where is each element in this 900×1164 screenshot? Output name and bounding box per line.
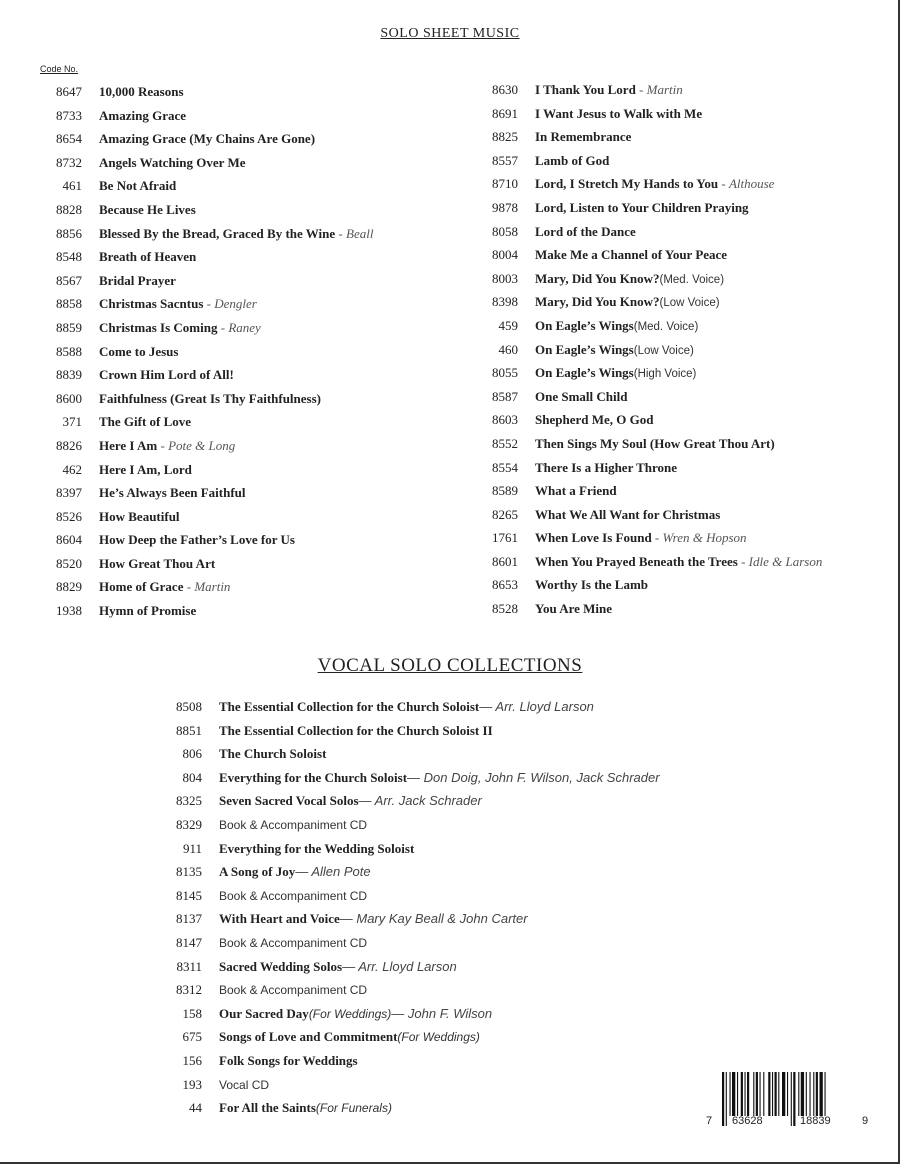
collection-title: Folk Songs for Weddings bbox=[219, 1052, 358, 1068]
code-number: 8520 bbox=[56, 555, 82, 571]
code-number: 8858 bbox=[56, 296, 82, 312]
arranger-name: Pote & Long bbox=[168, 437, 236, 453]
collection-title: The Essential Collection for the Church Soloist bbox=[219, 699, 480, 714]
code-number: 8600 bbox=[56, 390, 82, 406]
barcode-bar bbox=[737, 1072, 738, 1116]
list-item bbox=[466, 196, 886, 220]
code-number: 675 bbox=[182, 1029, 202, 1045]
list-item bbox=[466, 550, 886, 574]
collection-credit: — Arr. Lloyd Larson bbox=[342, 958, 457, 974]
song-title: Lord, I Stretch My Hands to You bbox=[535, 176, 719, 192]
list-item bbox=[466, 456, 886, 480]
code-number: 8508 bbox=[176, 699, 202, 714]
song-title: Hymn of Promise bbox=[99, 603, 197, 619]
song-title: Shepherd Me, O God bbox=[535, 412, 654, 428]
solo-list-right bbox=[466, 78, 886, 621]
song-title: Mary, Did You Know? bbox=[535, 270, 660, 286]
code-number: 8554 bbox=[492, 459, 518, 475]
list-item bbox=[466, 361, 886, 385]
list-item bbox=[30, 80, 450, 104]
list-item bbox=[466, 267, 886, 291]
arranger-separator: - bbox=[183, 579, 195, 595]
song-title: Amazing Grace (My Chains Are Gone) bbox=[99, 131, 316, 147]
barcode-bar bbox=[745, 1072, 746, 1116]
arranger-name: Idle & Larson bbox=[748, 553, 823, 569]
song-title: He’s Always Been Faithful bbox=[99, 485, 246, 501]
list-item bbox=[30, 151, 450, 175]
song-title: In Remembrance bbox=[535, 129, 632, 145]
list-item bbox=[30, 387, 450, 411]
code-number: 8630 bbox=[492, 82, 518, 97]
code-number: 8851 bbox=[176, 722, 202, 738]
arranger-separator: - bbox=[635, 82, 647, 97]
barcode-bar bbox=[816, 1072, 818, 1116]
barcode-bar bbox=[787, 1072, 788, 1116]
collection-credit: — Allen Pote bbox=[295, 864, 371, 880]
code-number: 8589 bbox=[492, 483, 518, 499]
song-title: Because He Lives bbox=[99, 201, 196, 217]
code-number: 8311 bbox=[176, 958, 202, 974]
arranger-name: Dengler bbox=[214, 296, 257, 312]
collection-item bbox=[150, 907, 850, 931]
collection-credit: — Arr. Lloyd Larson bbox=[479, 699, 594, 714]
barcode-bar bbox=[798, 1072, 799, 1116]
song-title: Angels Watching Over Me bbox=[99, 154, 246, 170]
list-item bbox=[466, 338, 886, 362]
occasion-note: (For Weddings) bbox=[308, 1006, 392, 1021]
list-item bbox=[466, 432, 886, 456]
song-title: Bridal Prayer bbox=[99, 272, 176, 288]
song-title: On Eagle’s Wings bbox=[535, 317, 634, 333]
song-title: Christmas Sacntus bbox=[99, 296, 204, 312]
collection-title: The Essential Collection for the Church Soloist II bbox=[219, 722, 493, 738]
code-number: 8567 bbox=[56, 272, 82, 288]
song-title: Amazing Grace bbox=[99, 107, 187, 123]
code-number: 911 bbox=[182, 840, 202, 856]
barcode-group-a: 63628 bbox=[732, 1115, 763, 1127]
barcode-bar bbox=[760, 1072, 761, 1116]
collection-title: Everything for the Wedding Soloist bbox=[219, 840, 415, 856]
list-item bbox=[466, 243, 886, 267]
list-item bbox=[30, 269, 450, 293]
song-title: How Great Thou Art bbox=[99, 555, 216, 571]
song-title: Here I Am, Lord bbox=[99, 461, 192, 477]
code-number: 8733 bbox=[56, 107, 82, 123]
barcode-bar bbox=[810, 1072, 811, 1116]
product-format: Book & Accompaniment CD bbox=[219, 983, 368, 998]
voice-note: (Med. Voice) bbox=[633, 320, 699, 333]
list-item bbox=[466, 172, 886, 196]
song-title: Home of Grace bbox=[99, 579, 184, 595]
barcode-bar bbox=[772, 1072, 773, 1116]
collection-title: With Heart and Voice bbox=[219, 911, 340, 927]
list-item bbox=[30, 481, 450, 505]
code-number: 804 bbox=[182, 769, 202, 785]
barcode-bar bbox=[825, 1072, 826, 1116]
code-number: 8856 bbox=[56, 225, 82, 241]
collection-item bbox=[150, 1002, 850, 1026]
code-number: 8058 bbox=[492, 223, 518, 239]
solo-sheet-music-heading: SOLO SHEET MUSIC bbox=[380, 26, 520, 41]
list-item bbox=[30, 198, 450, 222]
barcode-bar bbox=[763, 1072, 764, 1116]
list-item bbox=[30, 528, 450, 552]
barcode-bar bbox=[813, 1072, 814, 1116]
code-number: 193 bbox=[182, 1076, 202, 1092]
code-number: 8137 bbox=[176, 911, 202, 927]
code-number: 8828 bbox=[56, 201, 82, 217]
collection-item bbox=[150, 1025, 850, 1049]
code-number: 156 bbox=[182, 1052, 202, 1068]
solo-list-left bbox=[30, 80, 450, 623]
barcode-bar bbox=[768, 1072, 770, 1116]
song-title: Crown Him Lord of All! bbox=[99, 367, 234, 383]
barcode-bar bbox=[730, 1072, 731, 1116]
code-number: 8004 bbox=[492, 247, 518, 263]
collection-title: Our Sacred Day bbox=[219, 1005, 309, 1021]
list-item bbox=[30, 127, 450, 151]
barcode-digit-right: 9 bbox=[862, 1115, 869, 1127]
arranger-name: Beall bbox=[346, 225, 374, 241]
list-item bbox=[30, 316, 450, 340]
arranger-name: Martin bbox=[646, 82, 683, 97]
arranger-separator: - bbox=[203, 296, 215, 312]
barcode-bar bbox=[722, 1072, 724, 1126]
vocal-collections-list bbox=[150, 695, 850, 1120]
song-title: What We All Want for Christmas bbox=[535, 506, 721, 522]
arranger-name: Raney bbox=[228, 319, 261, 335]
list-item bbox=[466, 220, 886, 244]
arranger-name: Martin bbox=[194, 579, 231, 595]
collection-credit: — Arr. Jack Schrader bbox=[358, 793, 482, 809]
code-number: 8826 bbox=[56, 437, 82, 453]
barcode-bar bbox=[820, 1072, 823, 1116]
list-item bbox=[30, 104, 450, 128]
barcode-bar bbox=[782, 1072, 785, 1116]
song-title: I Thank You Lord bbox=[535, 82, 636, 97]
collection-item bbox=[150, 742, 850, 766]
song-title: Make Me a Channel of Your Peace bbox=[535, 247, 728, 263]
song-title: How Beautiful bbox=[99, 508, 180, 524]
list-item bbox=[466, 385, 886, 409]
barcode-bar bbox=[741, 1072, 743, 1116]
voice-note: (Med. Voice) bbox=[659, 273, 725, 286]
list-item bbox=[466, 479, 886, 503]
collection-title: The Church Soloist bbox=[219, 746, 327, 762]
code-number: 8710 bbox=[492, 176, 518, 192]
voice-note: (High Voice) bbox=[633, 368, 697, 381]
code-number: 1761 bbox=[492, 530, 518, 546]
barcode-bar bbox=[732, 1072, 735, 1116]
song-title: Lamb of God bbox=[535, 152, 610, 168]
collection-title: Everything for the Church Soloist bbox=[219, 769, 408, 785]
code-number: 1938 bbox=[56, 603, 82, 619]
code-number: 8829 bbox=[56, 579, 82, 595]
code-number: 8588 bbox=[56, 343, 82, 359]
song-title: Lord, Listen to Your Children Praying bbox=[535, 199, 749, 215]
occasion-note: (For Weddings) bbox=[397, 1030, 480, 1045]
product-format: Book & Accompaniment CD bbox=[219, 888, 368, 903]
song-title: Lord of the Dance bbox=[535, 223, 636, 239]
song-title: Here I Am bbox=[99, 437, 158, 453]
list-item bbox=[466, 573, 886, 597]
code-number: 8691 bbox=[492, 105, 518, 121]
code-number: 8557 bbox=[492, 152, 518, 168]
voice-note: (Low Voice) bbox=[633, 344, 694, 357]
list-item bbox=[30, 575, 450, 599]
barcode-bar bbox=[791, 1072, 792, 1126]
code-number: 806 bbox=[182, 746, 202, 762]
song-title: The Gift of Love bbox=[99, 414, 192, 430]
code-number: 459 bbox=[498, 317, 518, 333]
collection-credit: — John F. Wilson bbox=[391, 1005, 493, 1021]
song-title: 10,000 Reasons bbox=[99, 84, 184, 99]
barcode-bar bbox=[747, 1072, 749, 1116]
barcode-bar bbox=[756, 1072, 758, 1116]
list-item bbox=[466, 314, 886, 338]
code-number: 461 bbox=[62, 178, 82, 194]
barcode-bar bbox=[793, 1072, 795, 1126]
code-number: 8055 bbox=[492, 365, 518, 381]
arranger-separator: - bbox=[737, 553, 749, 569]
song-title: When Love Is Found bbox=[535, 530, 652, 546]
barcode-digit-left: 7 bbox=[706, 1115, 713, 1127]
list-item bbox=[30, 363, 450, 387]
collection-title: Songs of Love and Commitment bbox=[219, 1029, 398, 1045]
code-number: 9878 bbox=[492, 199, 518, 215]
song-title: Mary, Did You Know? bbox=[535, 294, 660, 310]
arranger-name: Wren & Hopson bbox=[662, 530, 747, 546]
collection-credit: — Don Doig, John F. Wilson, Jack Schrader bbox=[407, 769, 660, 785]
song-title: How Deep the Father’s Love for Us bbox=[99, 532, 295, 548]
collection-item bbox=[150, 884, 850, 908]
code-number: 8397 bbox=[56, 485, 82, 501]
song-title: Come to Jesus bbox=[99, 343, 179, 359]
song-title: What a Friend bbox=[535, 483, 617, 499]
code-number: 8647 bbox=[56, 84, 82, 99]
arranger-name: Althouse bbox=[728, 176, 775, 192]
list-item bbox=[30, 599, 450, 623]
collection-item bbox=[150, 1049, 850, 1073]
product-format: Book & Accompaniment CD bbox=[219, 935, 368, 950]
collection-item bbox=[150, 789, 850, 813]
list-item bbox=[466, 149, 886, 173]
code-number: 44 bbox=[189, 1100, 202, 1116]
list-item bbox=[466, 526, 886, 550]
list-item bbox=[466, 597, 886, 621]
collection-title: Sacred Wedding Solos bbox=[219, 958, 343, 974]
code-number: 8329 bbox=[176, 816, 202, 832]
list-item bbox=[30, 552, 450, 576]
code-number: 8839 bbox=[56, 367, 82, 383]
list-item bbox=[466, 408, 886, 432]
arranger-separator: - bbox=[335, 225, 347, 241]
code-number: 8654 bbox=[56, 131, 82, 147]
list-item bbox=[30, 292, 450, 316]
song-title: Christmas Is Coming bbox=[99, 319, 218, 335]
code-number: 8003 bbox=[492, 270, 518, 286]
song-title: On Eagle’s Wings bbox=[535, 365, 634, 381]
collection-item bbox=[150, 695, 850, 719]
list-item bbox=[466, 102, 886, 126]
song-title: Then Sings My Soul (How Great Thou Art) bbox=[535, 435, 775, 451]
collection-title: A Song of Joy bbox=[219, 864, 296, 880]
barcode-bar bbox=[753, 1072, 754, 1116]
code-number: 8265 bbox=[492, 506, 518, 522]
collection-credit: — Mary Kay Beall & John Carter bbox=[339, 911, 528, 927]
code-number: 371 bbox=[62, 414, 82, 430]
collection-item bbox=[150, 931, 850, 955]
occasion-note: (For Funerals) bbox=[315, 1101, 392, 1116]
product-format: Vocal CD bbox=[219, 1077, 270, 1092]
code-number: 8325 bbox=[176, 793, 202, 809]
collection-item bbox=[150, 719, 850, 743]
vocal-solo-collections-heading: VOCAL SOLO COLLECTIONS bbox=[317, 655, 583, 676]
code-number: 8604 bbox=[56, 532, 82, 548]
code-number: 460 bbox=[498, 341, 518, 357]
list-item bbox=[30, 410, 450, 434]
list-item bbox=[466, 503, 886, 527]
list-item bbox=[30, 245, 450, 269]
code-number: 8732 bbox=[56, 154, 82, 170]
collection-item bbox=[150, 813, 850, 837]
song-title: One Small Child bbox=[535, 388, 628, 404]
collection-title: Seven Sacred Vocal Solos bbox=[219, 793, 359, 809]
list-item bbox=[30, 222, 450, 246]
code-number: 8548 bbox=[56, 249, 82, 265]
code-number: 8526 bbox=[56, 508, 82, 524]
song-title: You Are Mine bbox=[535, 601, 613, 617]
list-item bbox=[30, 174, 450, 198]
code-number: 8147 bbox=[176, 934, 202, 950]
arranger-separator: - bbox=[217, 319, 229, 335]
barcode-group-b: 18839 bbox=[800, 1115, 831, 1127]
list-item bbox=[466, 290, 886, 314]
code-number: 8825 bbox=[492, 129, 518, 145]
barcode-bar bbox=[778, 1072, 779, 1116]
code-number: 8398 bbox=[492, 294, 518, 310]
song-title: Worthy Is the Lamb bbox=[535, 577, 649, 593]
list-item bbox=[466, 125, 886, 149]
song-title: Faithfulness (Great Is Thy Faithfulness) bbox=[99, 390, 321, 406]
product-format: Book & Accompaniment CD bbox=[219, 817, 368, 832]
barcode-bar bbox=[806, 1072, 807, 1116]
code-number: 8552 bbox=[492, 435, 518, 451]
song-title: On Eagle’s Wings bbox=[535, 341, 634, 357]
barcode-bar bbox=[775, 1072, 777, 1116]
code-number: 8601 bbox=[492, 553, 518, 569]
list-item bbox=[30, 340, 450, 364]
voice-note: (Low Voice) bbox=[659, 297, 720, 310]
arranger-separator: - bbox=[157, 437, 169, 453]
song-title: I Want Jesus to Walk with Me bbox=[535, 105, 703, 121]
code-number: 158 bbox=[182, 1005, 202, 1021]
collection-item bbox=[150, 955, 850, 979]
song-title: Be Not Afraid bbox=[99, 178, 177, 194]
code-number: 8603 bbox=[492, 412, 518, 428]
barcode-bar bbox=[801, 1072, 804, 1116]
code-number: 462 bbox=[62, 461, 82, 477]
code-number: 8312 bbox=[176, 982, 202, 998]
code-number: 8653 bbox=[492, 577, 518, 593]
song-title: There Is a Higher Throne bbox=[535, 459, 678, 475]
collection-title: For All the Saints bbox=[219, 1100, 316, 1116]
list-item bbox=[30, 505, 450, 529]
list-item bbox=[30, 434, 450, 458]
collection-item bbox=[150, 766, 850, 790]
code-number: 8145 bbox=[176, 887, 202, 903]
list-item bbox=[466, 78, 886, 102]
song-title: Breath of Heaven bbox=[99, 249, 197, 265]
song-title: Blessed By the Bread, Graced By the Wine bbox=[99, 225, 336, 241]
arranger-separator: - bbox=[718, 176, 729, 192]
code-number: 8528 bbox=[492, 601, 518, 617]
song-title: When You Prayed Beneath the Trees bbox=[535, 553, 738, 569]
code-number: 8587 bbox=[492, 388, 518, 404]
collection-item bbox=[150, 860, 850, 884]
collection-item bbox=[150, 978, 850, 1002]
collection-item bbox=[150, 837, 850, 861]
barcode-bar bbox=[726, 1072, 727, 1126]
code-number-header: Code No. bbox=[40, 64, 79, 74]
code-number: 8135 bbox=[176, 864, 202, 880]
arranger-separator: - bbox=[651, 530, 663, 546]
list-item bbox=[30, 458, 450, 482]
code-number: 8859 bbox=[56, 319, 82, 335]
